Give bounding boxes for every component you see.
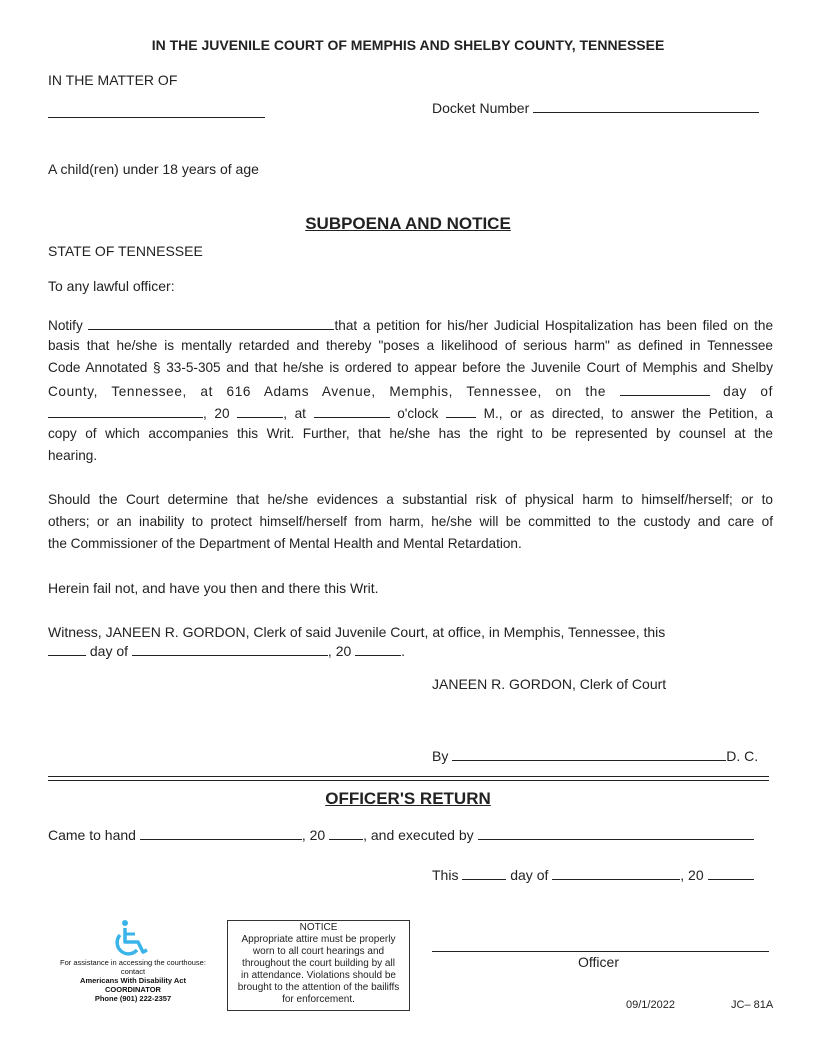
return-month-field[interactable] (552, 866, 680, 880)
notice-text: for enforcement. (282, 994, 355, 1005)
risk-line-3: the Commissioner of the Department of Mental Health and Mental Retardation. (48, 536, 522, 551)
ada-text: For assistance in accessing the courthouse: (60, 958, 206, 967)
ada-text: contact (120, 967, 146, 976)
text: that a petition for his/her Judicial Hospitalization has been filed on the (334, 318, 774, 333)
docket-number-field[interactable] (533, 99, 759, 113)
notice-text: throughout the court building by all (242, 958, 395, 969)
text: D. C. (726, 748, 759, 764)
officer-signature-line[interactable] (432, 951, 769, 952)
text: Notify (48, 318, 83, 333)
text: , 20 (327, 643, 352, 659)
text: day of (510, 867, 549, 883)
text: . (401, 643, 406, 659)
return-day-field[interactable] (462, 866, 506, 880)
state-label: STATE OF TENNESSEE (48, 243, 203, 259)
ada-coordinator-label: COORDINATOR (105, 985, 161, 994)
text: day of (89, 643, 129, 659)
salutation: To any lawful officer: (48, 278, 175, 294)
clerk-name: JANEEN R. GORDON, Clerk of Court (432, 676, 667, 692)
came-date-field[interactable] (140, 826, 302, 840)
text: , 20 (301, 827, 326, 843)
matter-name-line[interactable] (48, 117, 265, 118)
child-label: A child(ren) under 18 years of age (48, 161, 259, 177)
officer-label: Officer (578, 954, 619, 970)
risk-line-1: Should the Court determine that he/she evidences a substantial risk of physical harm to himself/herself; or to (48, 492, 773, 507)
notify-line-7: hearing. (48, 448, 98, 463)
this-day-line (432, 866, 754, 883)
notify-line-4 (48, 382, 773, 400)
hearing-month-field[interactable] (48, 404, 203, 418)
ada-coordinator-title: Americans With Disability Act (80, 976, 186, 985)
officers-return-title: OFFICER'S RETURN (325, 789, 491, 808)
notify-line-1 (48, 316, 773, 334)
court-title: IN THE JUVENILE COURT OF MEMPHIS AND SHELBY COUNTY, TENNESSEE (151, 37, 665, 53)
notify-line-3: Code Annotated § 33-5-305 and that he/she is ordered to appear before the Juvenile Court of Memphis and Shelby (48, 360, 773, 375)
text: , 20 (680, 867, 704, 883)
witness-year-field[interactable] (355, 642, 401, 656)
by-line (432, 747, 758, 764)
text: o'clock (397, 406, 439, 421)
form-number: JC– 81A (731, 999, 774, 1011)
ada-info (48, 958, 218, 1003)
wheelchair-icon (112, 918, 154, 960)
form-date: 09/1/2022 (626, 999, 675, 1011)
hearing-year-field[interactable] (237, 404, 283, 418)
attire-notice-box (227, 920, 410, 1011)
herein-text: Herein fail not, and have you then and there this Writ. (48, 580, 379, 596)
executed-by-field[interactable] (478, 826, 754, 840)
notice-text: in attendance. Violations should be (241, 970, 396, 981)
hearing-day-field[interactable] (620, 382, 710, 396)
witness-line-2 (48, 642, 405, 659)
notice-text: worn to all court hearings and (252, 946, 385, 957)
witness-line-1: Witness, JANEEN R. GORDON, Clerk of said Juvenile Court, at office, in Memphis, Tennessee, this (48, 624, 666, 640)
deputy-clerk-signature-field[interactable] (452, 747, 726, 761)
divider (48, 780, 769, 781)
hearing-time-field[interactable] (314, 404, 390, 418)
text: County, Tennessee, at 616 Adams Avenue, Memphis, Tennessee, on the (48, 384, 607, 399)
divider (48, 776, 769, 777)
ada-phone: Phone (901) 222-2357 (94, 994, 172, 1003)
text: , and executed by (363, 827, 474, 843)
notice-text: brought to the attention of the bailiffs (237, 982, 400, 993)
notify-line-5 (48, 404, 773, 422)
text: By (432, 748, 449, 764)
witness-day-field[interactable] (48, 642, 86, 656)
docket-label-text: Docket Number (432, 100, 530, 116)
am-pm-field[interactable] (446, 404, 476, 418)
text: , at (283, 406, 306, 421)
notify-line-2: basis that he/she is mentally retarded and thereby "poses a likelihood of serious harm" as defined in Tennessee (48, 338, 773, 353)
text: Came to hand (48, 827, 136, 843)
notify-name-field[interactable] (88, 316, 334, 330)
came-year-field[interactable] (329, 826, 363, 840)
notice-text: Appropriate attire must be properly (241, 934, 396, 945)
text: day of (723, 384, 773, 399)
witness-month-field[interactable] (132, 642, 328, 656)
notice-title: NOTICE (299, 922, 338, 933)
notify-line-6: copy of which accompanies this Writ. Further, that he/she has the right to be represented by counsel at the (48, 426, 773, 441)
document-title: SUBPOENA AND NOTICE (305, 214, 511, 233)
text: This (432, 867, 459, 883)
text: , 20 (203, 406, 230, 421)
return-year-field[interactable] (708, 866, 754, 880)
came-to-hand-line (48, 826, 754, 843)
text: M., or as directed, to answer the Petition, a (483, 406, 773, 421)
risk-line-2: others; or an inability to protect himself/herself from harm, he/she will be committed to the custody and care of (48, 514, 773, 529)
matter-label: IN THE MATTER OF (48, 72, 178, 88)
docket-label (432, 99, 759, 116)
